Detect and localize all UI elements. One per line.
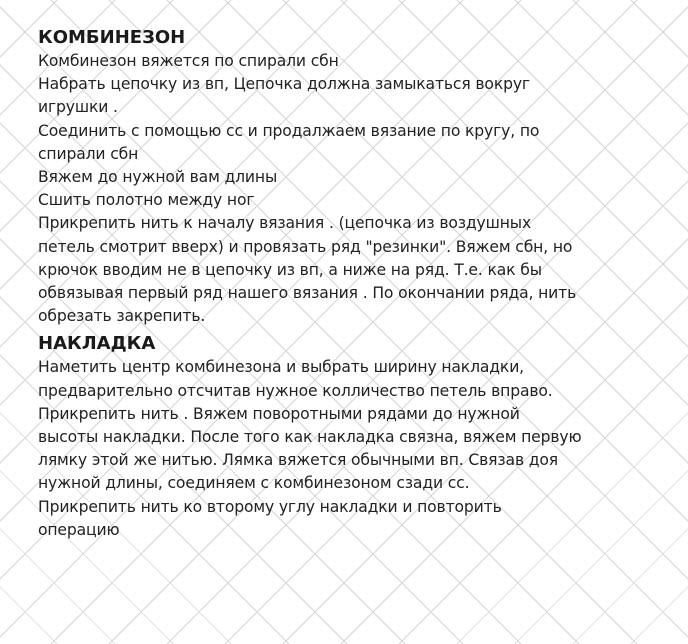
- text-line: лямку этой же нитью. Лямка вяжется обычными вп. Связав доя: [38, 451, 559, 470]
- text-line: предварительно отсчитав нужное колличество петель вправо.: [38, 381, 553, 400]
- text-line: петель смотрит вверх) и провязать ряд "резинки". Вяжем сбн, но: [38, 237, 573, 256]
- section-title: НАКЛАДКА: [38, 333, 156, 355]
- text-line: Вяжем до нужной вам длины: [38, 168, 278, 187]
- section-kombinezon: [38, 26, 678, 328]
- text-line: Комбинезон вяжется по спирали сбн: [38, 52, 339, 70]
- text-line: высоты накладки. После того как накладка связна, вяжем первую: [38, 428, 582, 447]
- text-line: Соединить с помощью сс и продалжаем вязание по кругу, по: [38, 121, 540, 140]
- text-line: Сшить полотно между ног: [38, 191, 255, 210]
- text-line: обрезать закрепить.: [38, 307, 206, 326]
- section-title: КОМБИНЕЗОН: [38, 27, 186, 48]
- text-line: нужной длины, соединяем с комбинезоном сзади сс.: [38, 474, 470, 493]
- text-line: операцию: [38, 520, 120, 539]
- text-line: Прикрепить нить ко второму углу накладки и повторить: [38, 497, 502, 516]
- text-line: Прикрепить нить к началу вязания . (цепочка из воздушных: [38, 214, 532, 233]
- text-line: спирали сбн: [38, 144, 139, 163]
- instruction-document: [38, 22, 678, 542]
- text-line: Набрать цепочку из вп, Цепочка должна замыкаться вокруг: [38, 75, 530, 94]
- text-line: крючок вводим не в цепочку из вп, а ниже на ряд. Т.е. как бы: [38, 260, 542, 279]
- section-nakladka: [38, 332, 678, 542]
- text-line: Прикрепить нить . Вяжем поворотными рядами до нужной: [38, 404, 520, 423]
- text-line: обвязывая первый ряд нашего вязания . По окончании ряда, нить: [38, 284, 577, 303]
- text-line: игрушки .: [38, 98, 118, 117]
- text-line: Наметить центр комбинезона и выбрать ширину накладки,: [38, 358, 524, 377]
